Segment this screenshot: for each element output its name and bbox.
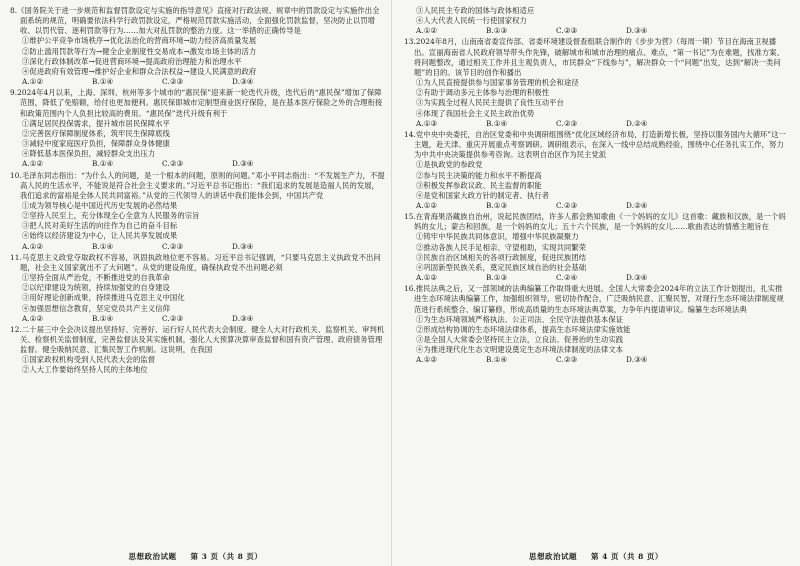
question-option: ②坚持人民至上，充分体现全心全意为人民服务的宗旨 bbox=[22, 211, 200, 221]
footer-page-number: 第 4 页（共 8 页） bbox=[591, 551, 663, 561]
answer-choice: C.②③ bbox=[556, 118, 578, 128]
question-stem: 14.党中央中央委托，自治区党委和中央调研组围绕“优化区域经济布局，打造新增长极，坚持以服务国内大循环”这一主题，赴天津、重庆开展重点考察调研。调研组表示，在深入一线中总结成熟经验，围绕中心任务扎实工作，努力为中共中央决策提供参考咨询。这表明自治区作为民主党派 bbox=[404, 129, 787, 160]
question-block bbox=[404, 130, 786, 211]
answer-choices bbox=[404, 273, 786, 283]
question-block bbox=[404, 284, 786, 365]
answer-choice: B.①④ bbox=[92, 159, 114, 169]
answer-choice: B.①④ bbox=[92, 77, 114, 87]
question-option: ④始终以经济建设为中心，让人民共享发展成果 bbox=[22, 231, 178, 241]
question-stem: 10.毛泽东同志指出：“为什么人的问题，是一个根本的问题，原则的问题。”邓小平同志指出：“不发展生产力，不提高人民的生活水平，不能说是符合社会主义要求的。”习近平总书记指出：“我们追求的发展是造福人民的发展，我们追求的富裕是全体人民共同富裕。”从党的三代领导人的讲话中我们能体会到，中国共产党 bbox=[10, 170, 385, 200]
question-option: ②形成结构协调的生态环境法律体系，提高生态环境法律实施效能 bbox=[416, 324, 631, 334]
answer-choice: D.②④ bbox=[626, 200, 648, 210]
question-option: ①坚持全面从严治党，不断推进党的自我革命 bbox=[22, 273, 170, 283]
question-stem: 16.推民法典之后，又一部领域的法典编纂工作取得重大进展。全国人大常委会2024年的立法工作计划提出，扎实推进生态环境法典编纂工作，加强组织领导，密切协作配合，广泛吸纳民意、汇聚民智，对现行生态环境法律制度规范进行系统整合、编订纂修，形成高质量的生态环境法典草案，力争年内提请审议。编纂生态环境法典 bbox=[404, 284, 784, 314]
question-block bbox=[404, 212, 786, 283]
answer-choice: A.①② bbox=[22, 313, 44, 323]
question-option: ②参与民主决策的能力和水平不断提高 bbox=[416, 170, 542, 180]
question-block bbox=[10, 88, 385, 169]
question-stem: 12.二十届三中全会决议提出坚持好、完善好、运行好人民代表大会制度。健全人大对行政机关、监察机关、审判机关、检察机关监督制度，完善监督法及其实施机制，强化人大预算决算审查监督和国有资产管理、政府债务管理监督。健全吸纳民意、汇集民智工作机制。这说明，在我国 bbox=[10, 324, 385, 355]
footer-subject: 思想政治试题 bbox=[128, 551, 177, 561]
answer-choice: D.②④ bbox=[626, 118, 648, 128]
question-stem: 15.在青海果洛藏族自治州，说起民族团结，许多人都会熟知歌曲《一个妈妈的女儿》这首歌：藏族和汉族，是一个妈妈的女儿；蒙古和回族，是一个妈妈的女儿；五十六个民族，是一个妈妈的女儿……歌曲表达的情感主题旨在 bbox=[404, 212, 786, 232]
question-option: ①铸牢中华民族共同体意识，增强中华民族凝聚力 bbox=[416, 232, 579, 242]
question-block bbox=[10, 253, 385, 324]
question-option: ②推动各族人民手足相亲、守望相助，实现共同繁荣 bbox=[416, 242, 587, 252]
question-option: ③民族自治区域相关的各项行政制度，促进民族团结 bbox=[416, 252, 587, 262]
question-option: ①满足居民投保需求，提升城市居民保障水平 bbox=[22, 118, 170, 128]
question-option: ①为生态环境领域严格执法、公正司法、全民守法提供基本保证 bbox=[416, 314, 624, 324]
question-stem: 13.2024年8月，山南南省委宣传部、省委环境建设督查组联合制作的《步步为营》（每周一期）节目在海南卫视播出。宣丽海南省人民政府领导带头作先锋，破解城市和城市治理的痛点、难点，“第一书记”为在难题，找准方案、将问题整改，通过相关工作并且主观负责人，市民群众“下线参与”，解决群众一个“问题”出发，达到“解决一类问题”的目的。该节目的创作和播出 bbox=[404, 37, 785, 77]
question-option: ④加强思想信念教育，坚定党员共产主义信仰 bbox=[22, 303, 170, 313]
answer-choice: D.③④ bbox=[626, 355, 648, 365]
question-block bbox=[404, 37, 786, 128]
answer-choice: A.①② bbox=[416, 355, 438, 365]
answer-choice: D.③④ bbox=[626, 273, 648, 283]
question-option: ③是全国人大常委会坚持民主立法，立良法、促善治的生动实践 bbox=[416, 335, 624, 344]
answer-choice: C.②③ bbox=[162, 77, 184, 87]
page-footer bbox=[0, 552, 391, 562]
question-option: ②有助于调动多元主体参与治理的积极性 bbox=[416, 88, 550, 98]
answer-choice: A.①② bbox=[22, 241, 44, 251]
answer-choice: C.②③ bbox=[162, 313, 184, 323]
answer-choices bbox=[404, 119, 786, 129]
question-option: ②人大工作要始终坚持人民的主体地位 bbox=[22, 365, 148, 375]
question-option: ①成为领导核心是中国近代历史发展的必然结果 bbox=[22, 200, 178, 210]
exam-page-3 bbox=[0, 0, 392, 566]
question-stem: 8.《国务院关于进一步规范和监督罚款设定与实施的指导意见》直接对行政法规、规章中的罚款设定与实施作出全面系统的规范，明确要依法科学行政罚款设定，严格规范罚款实施活动，全面强化罚款监督，坚决防止以罚增收、以罚代管、逐利罚款等行为……加大对乱罚款的整治力度。这一举措的正确传导是 bbox=[10, 6, 380, 36]
question-option: ②完善医疗保障制度体系，筑牢民生保障底线 bbox=[22, 128, 170, 138]
question-option: ③深化行政体制改革→促进营商环境→提高政府治理能力和治理水平 bbox=[22, 56, 242, 66]
answer-choices bbox=[404, 26, 786, 36]
answer-choice: A.①② bbox=[22, 159, 44, 169]
answer-choice: C.②③ bbox=[162, 241, 184, 251]
answer-choice: B.①④ bbox=[92, 241, 114, 251]
question-option: ④为推进现代化生态文明建设奠定生态环境法律制度的法律文本 bbox=[416, 345, 624, 355]
answer-choice: B.①③ bbox=[486, 26, 508, 36]
answer-choice: B.①③ bbox=[486, 200, 508, 210]
question-block bbox=[10, 6, 385, 87]
footer-subject: 思想政治试题 bbox=[529, 551, 578, 561]
answer-choice: D.③④ bbox=[232, 159, 254, 169]
answer-choice: B.①④ bbox=[486, 118, 508, 128]
question-option: ③人民民主专政的国体与政体相适应 bbox=[416, 6, 535, 15]
answer-choice: A.①② bbox=[22, 77, 44, 87]
footer-page-number: 第 3 页（共 8 页） bbox=[190, 551, 263, 561]
answer-choice: C.②③ bbox=[556, 200, 578, 210]
question-option: ①国家政权机构受到人民代表大会的监督 bbox=[22, 355, 156, 365]
question-option: ④促进政府有效管理→维护好企业和群众合法权益→建设人民满意的政府 bbox=[22, 66, 257, 76]
question-option: ④巩固新型民族关系，奠定民族区域自治的社会基础 bbox=[416, 262, 587, 272]
answer-choice: A.①② bbox=[416, 26, 438, 36]
question-option: ③为实践全过程人民民主提供了良性互动平台 bbox=[416, 98, 564, 108]
question-block bbox=[10, 325, 385, 376]
question-block bbox=[10, 171, 385, 252]
answer-choice: D.③④ bbox=[232, 77, 254, 87]
answer-choice: C.②③ bbox=[556, 355, 578, 365]
question-option: ①是执政党的参政党 bbox=[416, 160, 483, 170]
answer-choices bbox=[404, 201, 786, 211]
answer-choice: B.①③ bbox=[486, 273, 508, 283]
answer-choice: B.①④ bbox=[486, 355, 508, 365]
answer-choices bbox=[404, 355, 786, 365]
question-option: ②防止滥用罚款等行为→健全企业制度性交易成本→激发市场主体的活力 bbox=[22, 46, 257, 56]
answer-choices bbox=[10, 314, 385, 324]
answer-choice: A.①③ bbox=[416, 118, 438, 128]
question-option: ③积极发挥参政议政、民主监督的职能 bbox=[416, 180, 542, 190]
question-option: ④体现了我国社会主义民主政治优势 bbox=[416, 108, 535, 118]
question-stem: 9.2024年4月以来，上海、深圳、杭州等多个城市的“惠民保”迎来新一轮迭代升级，迭代后的“惠民保”增加了保障范围，降低了免赔额，给付也更加便利。惠民保即城市定制型商业医疗保险，是在基本医疗保险之外的合理衔接和政策范围内个人负担比较高的费用。“惠民保”迭代升级有利于 bbox=[10, 88, 383, 118]
answer-choice: D.③④ bbox=[232, 313, 254, 323]
answer-choices bbox=[10, 159, 385, 169]
answer-choice: A.①② bbox=[416, 273, 438, 283]
question-option: ②以纪律建设为统领，持续加强党的自身建设 bbox=[22, 283, 170, 293]
question-option: ③减轻中度家庭医疗负担，保障群众身体健康 bbox=[22, 139, 170, 149]
question-option: ③把人民对美好生活的向往作为自己的奋斗目标 bbox=[22, 221, 178, 231]
answer-choice: D.③④ bbox=[232, 241, 254, 251]
question-option: ④降低基本医保负担，减轻群众支出压力 bbox=[22, 149, 156, 159]
question-option: ④人大代表人民统一行使国家权力 bbox=[416, 16, 527, 26]
answer-choice: C.②④ bbox=[556, 273, 578, 283]
answer-choice: C.②③ bbox=[162, 159, 184, 169]
question-option: ①维护公平竞争市场秩序→优化法治化的营商环境→助力经济高质量发展 bbox=[22, 36, 257, 46]
answer-choice: D.③④ bbox=[626, 26, 648, 36]
page-footer bbox=[400, 552, 792, 562]
answer-choice: C.②③ bbox=[556, 26, 578, 36]
answer-choices bbox=[10, 77, 385, 87]
exam-page-4 bbox=[400, 0, 792, 566]
answer-choice: B.①④ bbox=[92, 313, 114, 323]
answer-choices bbox=[10, 242, 385, 252]
question-option: ①为人民直接提供参与国家事务管理的机会和途径 bbox=[416, 78, 579, 88]
question-option: ③用好理论创新成果，持续推进马克思主义中国化 bbox=[22, 293, 185, 303]
question-option: ④是党和国家大政方针的制定者、执行者 bbox=[416, 190, 550, 200]
question-block bbox=[404, 6, 786, 36]
question-stem: 11.马克思主义政党夺取政权不容易，巩固执政地位更不容易。习近平总书记强调，“只要马克思主义执政党不出问题，社会主义国家就出不了大问题”。从党的建设角度，确保执政党不出问题必须 bbox=[10, 252, 381, 272]
answer-choice: A.①② bbox=[416, 200, 438, 210]
